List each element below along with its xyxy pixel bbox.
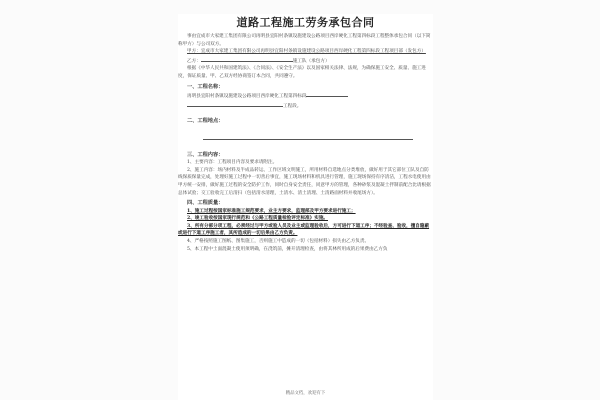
section-3-item-2: 2、施工内容：场内材料及半成品转运、工作区域文明施工，所用材料自选地点分类堆放，做好用于其它部位工队及自防线保质保量完成，处理好施工过程中一切善后事宜，施工现场材料和机具进行管理，施工现场保持有序清洁，工程水电使用由甲方统一安排，做好施工过程的安全防护工作，同时自身安全责任，同意甲方的管理，各种砂浆及混凝土拌制前配合比请根据总体试验；交工验收完工后清扫（包括清水清理，土清水、清土清理、土清路面材料并收尾场方）。 xyxy=(178,167,431,196)
contract-document xyxy=(178,14,433,400)
section-2-blank xyxy=(203,134,413,140)
section-4-item-3-text: 3、所有分部分项工程，必须经过与甲方或验人员及业主或监理验收后，方可进行下道工序；不经验查、验收，擅自隐蔽或进行下道工序施工者，其所造成的一切后果由乙方负责。 xyxy=(178,223,430,237)
section-4-item-3 xyxy=(178,223,433,238)
section-4-heading: 四、工程质量： xyxy=(187,200,224,207)
section-1-suffix: 工程段。 xyxy=(283,103,302,109)
footer-note: 精品文档，欢迎有下 xyxy=(285,391,326,396)
section-4-item-1-text: 1、施工过程按国家标准施工规范要求，业主方要求，监理部及甲方要求进行施工； xyxy=(187,208,356,214)
section-2-line xyxy=(178,134,433,144)
section-3-heading: 三、工程内容： xyxy=(187,151,224,158)
section-1-line-2 xyxy=(178,101,433,111)
preamble-paragraph: 根据《中华人民共和国建筑法》、《合同法》、《安全生产法》以及国家相关法律、法规，为确保施工安全、质量、施工进度，保证质量、甲、乙双方经协商签订本合同，共同遵守。 xyxy=(178,66,426,79)
document-title: 道路工程施工劳务承包合同 xyxy=(236,16,375,29)
section-4-item-5: 5、本工程中土面混凝土使用须明确，在浇筑前，摊开清理检查，由将其林所用成的后果费由乙方负 xyxy=(187,246,388,252)
section-4-item-4: 4、严格按照施工图纸、图集施工，否则施工中造成的一切（包括材料）损失由乙方负责。 xyxy=(187,239,370,245)
document-body xyxy=(178,33,433,253)
party-b-blank xyxy=(201,56,293,62)
section-4-item-1 xyxy=(178,208,433,216)
section-4-item-2-text: 2、竣工验收按国家现行规范和《公路工程质量检验评定标准》实施。 xyxy=(187,216,329,222)
section-4-item-2 xyxy=(178,215,433,223)
section-1-blank-a xyxy=(306,91,348,97)
party-b-suffix: 施工队（承包方） xyxy=(292,58,330,64)
intro-paragraph: 事由宜成市大家建工集团有限公司再明县宜阳村条镇设施建设公路项目西岸硬化工程第四标段工程整体承包合同（以下简称甲方）与公司双方。 xyxy=(178,34,431,47)
party-a-paragraph xyxy=(178,48,433,56)
section-3-item-1: 1、主要内容：工程项目内容及要求请附注。 xyxy=(187,160,278,166)
party-b-paragraph xyxy=(178,56,433,66)
party-b-label: 乙方： xyxy=(187,58,201,64)
section-2-heading: 二、工程地点： xyxy=(187,118,224,125)
section-1-blank-b xyxy=(187,101,283,107)
section-1-text: 再明县宜阳村条镇设施建设公路项目西岸硬化工程第四标段 xyxy=(187,94,307,100)
section-1-heading: 一、工程名称： xyxy=(187,83,224,90)
section-1-line xyxy=(178,91,433,101)
party-a-text: 甲方：宜成市大家建工集团有限公司再明县宜阳村条镇设施建设公路项目西岸硬化工程第四标段工程项目部（发包方） xyxy=(187,49,426,55)
